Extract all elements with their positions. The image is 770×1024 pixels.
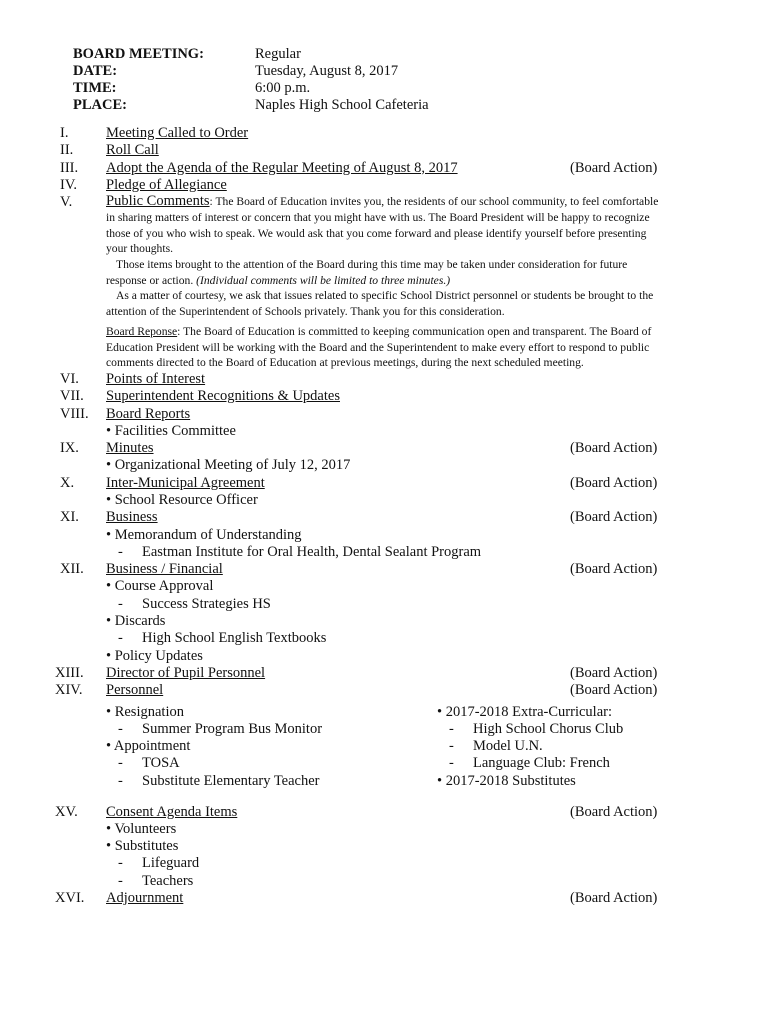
item-number: IX. bbox=[60, 440, 79, 457]
list-item: • Course Approval bbox=[106, 578, 214, 595]
list-subitem: - TOSA bbox=[118, 755, 180, 772]
item-number: XV. bbox=[55, 803, 78, 820]
item-number: III. bbox=[60, 159, 79, 176]
agenda-item-inter-municipal bbox=[60, 475, 670, 492]
list-item: • Substitutes bbox=[106, 838, 179, 855]
date-row bbox=[73, 63, 429, 80]
item-number: VII. bbox=[60, 388, 84, 405]
list-item: • Appointment bbox=[106, 738, 191, 755]
list-subitem: - Summer Program Bus Monitor bbox=[118, 720, 323, 737]
personnel-details bbox=[60, 700, 670, 804]
board-action-label: (Board Action) bbox=[570, 803, 658, 820]
item-title: Pledge of Allegiance bbox=[106, 176, 227, 193]
list-subitem: - Success Strategies HS bbox=[118, 595, 271, 612]
item-title: Director of Pupil Personnel bbox=[106, 664, 266, 681]
time-value: 6:00 p.m. bbox=[255, 80, 311, 96]
board-action-label: (Board Action) bbox=[570, 890, 658, 907]
list-item: • Volunteers bbox=[106, 820, 177, 837]
item-title: Superintendent Recognitions & Updates bbox=[106, 388, 340, 405]
agenda-item-points-of-interest bbox=[60, 371, 670, 388]
public-comments-intro: Public Comments: The Board of Education invites you, the residents of our school community, to feel comfortable in sharing matters of interest or concern that you might have with us. The Board President will be happy to recognize those of you who wish to speak. We would ask that you come forward and please identify yourself before presenting your thoughts. bbox=[106, 193, 659, 256]
board-action-label: (Board Action) bbox=[570, 474, 658, 491]
personnel-left-column bbox=[60, 704, 430, 790]
agenda-item-adjournment bbox=[55, 890, 670, 907]
list-item: • Discards bbox=[106, 613, 166, 630]
time-row bbox=[73, 80, 429, 97]
agenda-item-board-reports bbox=[60, 406, 670, 423]
list-item: • 2017-2018 Substitutes bbox=[437, 772, 576, 789]
item-number: VI. bbox=[60, 370, 79, 387]
place-row bbox=[73, 97, 429, 114]
item-number: VIII. bbox=[60, 405, 89, 422]
item-number: XVI. bbox=[55, 890, 85, 907]
date-value: Tuesday, August 8, 2017 bbox=[255, 63, 399, 79]
agenda-item-pledge bbox=[60, 177, 670, 194]
meeting-header bbox=[73, 46, 429, 114]
agenda-item-superintendent bbox=[60, 388, 670, 405]
list-item: • School Resource Officer bbox=[106, 492, 258, 508]
list-subitem: - Language Club: French bbox=[449, 755, 610, 772]
item-number: V. bbox=[60, 194, 73, 211]
board-action-label: (Board Action) bbox=[570, 440, 658, 457]
item-title: Board Reports bbox=[106, 405, 191, 422]
board-action-label: (Board Action) bbox=[570, 509, 658, 526]
board-action-label: (Board Action) bbox=[570, 159, 658, 176]
board-meeting-label: BOARD MEETING: bbox=[73, 46, 204, 62]
public-comments-courtesy: As a matter of courtesy, we ask that issues related to specific School District personnel or students be brought to the attention of the Superintendent of Schools privately. Thank you for this consideration. bbox=[106, 289, 654, 319]
board-meeting-row bbox=[73, 46, 429, 63]
list-item: • Organizational Meeting of July 12, 2017 bbox=[106, 457, 351, 474]
board-action-label: (Board Action) bbox=[570, 664, 658, 681]
public-comments-consideration: Those items brought to the attention of the Board during this time may be taken under consideration for future response or action. (Individual comments will be limited to three minutes.) bbox=[106, 258, 628, 287]
agenda-item-personnel bbox=[55, 682, 670, 699]
list-subitem: - Model U.N. bbox=[449, 738, 543, 755]
item-title: Minutes bbox=[106, 440, 154, 457]
board-action-label: (Board Action) bbox=[570, 561, 658, 578]
agenda-item-minutes bbox=[60, 440, 670, 457]
item-number: XII. bbox=[60, 561, 84, 578]
list-subitem: - Substitute Elementary Teacher bbox=[118, 772, 320, 789]
item-number: X. bbox=[60, 474, 75, 491]
agenda-item-roll-call bbox=[60, 142, 670, 159]
item-title: Adopt the Agenda of the Regular Meeting of August 8, 2017 bbox=[106, 159, 458, 176]
item-title: Business bbox=[106, 509, 158, 526]
place-value: Naples High School Cafeteria bbox=[255, 97, 429, 113]
agenda-item-business-financial bbox=[60, 561, 670, 578]
item-title: Personnel bbox=[106, 682, 164, 699]
item-number: IV. bbox=[60, 176, 78, 193]
agenda-item-business bbox=[60, 509, 670, 526]
agenda-item-call-to-order bbox=[60, 125, 670, 142]
list-item: • Memorandum of Understanding bbox=[106, 526, 302, 543]
list-subitem: - Teachers bbox=[118, 872, 194, 889]
list-subitem: - High School Chorus Club bbox=[449, 720, 624, 737]
item-number: II. bbox=[60, 142, 74, 159]
list-subitem: - Lifeguard bbox=[118, 855, 200, 872]
item-title: Business / Financial bbox=[106, 561, 223, 578]
item-number: XI. bbox=[60, 509, 79, 526]
list-subitem: - Eastman Institute for Oral Health, Dental Sealant Program bbox=[118, 543, 482, 560]
personnel-right-column bbox=[437, 704, 677, 790]
board-meeting-value: Regular bbox=[255, 46, 301, 62]
item-title: Adjournment bbox=[106, 890, 184, 907]
agenda-item-adopt-agenda bbox=[60, 160, 670, 177]
item-number: XIII. bbox=[55, 664, 84, 681]
place-label: PLACE: bbox=[73, 97, 127, 113]
agenda-list bbox=[55, 125, 670, 907]
list-item: • Policy Updates bbox=[106, 647, 203, 664]
board-action-label: (Board Action) bbox=[570, 682, 658, 699]
item-title: Points of Interest bbox=[106, 370, 206, 387]
agenda-item-public-comments bbox=[60, 194, 670, 371]
item-number: XIV. bbox=[55, 682, 83, 699]
agenda-item-pupil-personnel bbox=[55, 664, 670, 682]
item-title: Public Comments bbox=[106, 193, 210, 210]
public-comments-text bbox=[106, 194, 670, 371]
item-title: Roll Call bbox=[106, 142, 159, 159]
time-label: TIME: bbox=[73, 80, 117, 96]
agenda-item-consent-agenda bbox=[55, 803, 670, 821]
item-title: Meeting Called to Order bbox=[106, 125, 249, 141]
item-title: Inter-Municipal Agreement bbox=[106, 474, 265, 491]
list-item: • Resignation bbox=[106, 703, 184, 720]
date-label: DATE: bbox=[73, 63, 118, 79]
item-number: I. bbox=[60, 125, 69, 141]
list-item: • 2017-2018 Extra-Curricular: bbox=[437, 703, 612, 720]
list-item: • Facilities Committee bbox=[106, 422, 236, 439]
item-title: Consent Agenda Items bbox=[106, 803, 238, 820]
list-subitem: - High School English Textbooks bbox=[118, 630, 327, 647]
board-response-text: Board Reponse: The Board of Education is committed to keeping communication open and transparent. The Board of Education President will be working with the Board and the Superintendent to make every effort to respond to public comments directed to the Board of Education at previous meetings, during the next scheduled meeting. bbox=[106, 324, 652, 370]
